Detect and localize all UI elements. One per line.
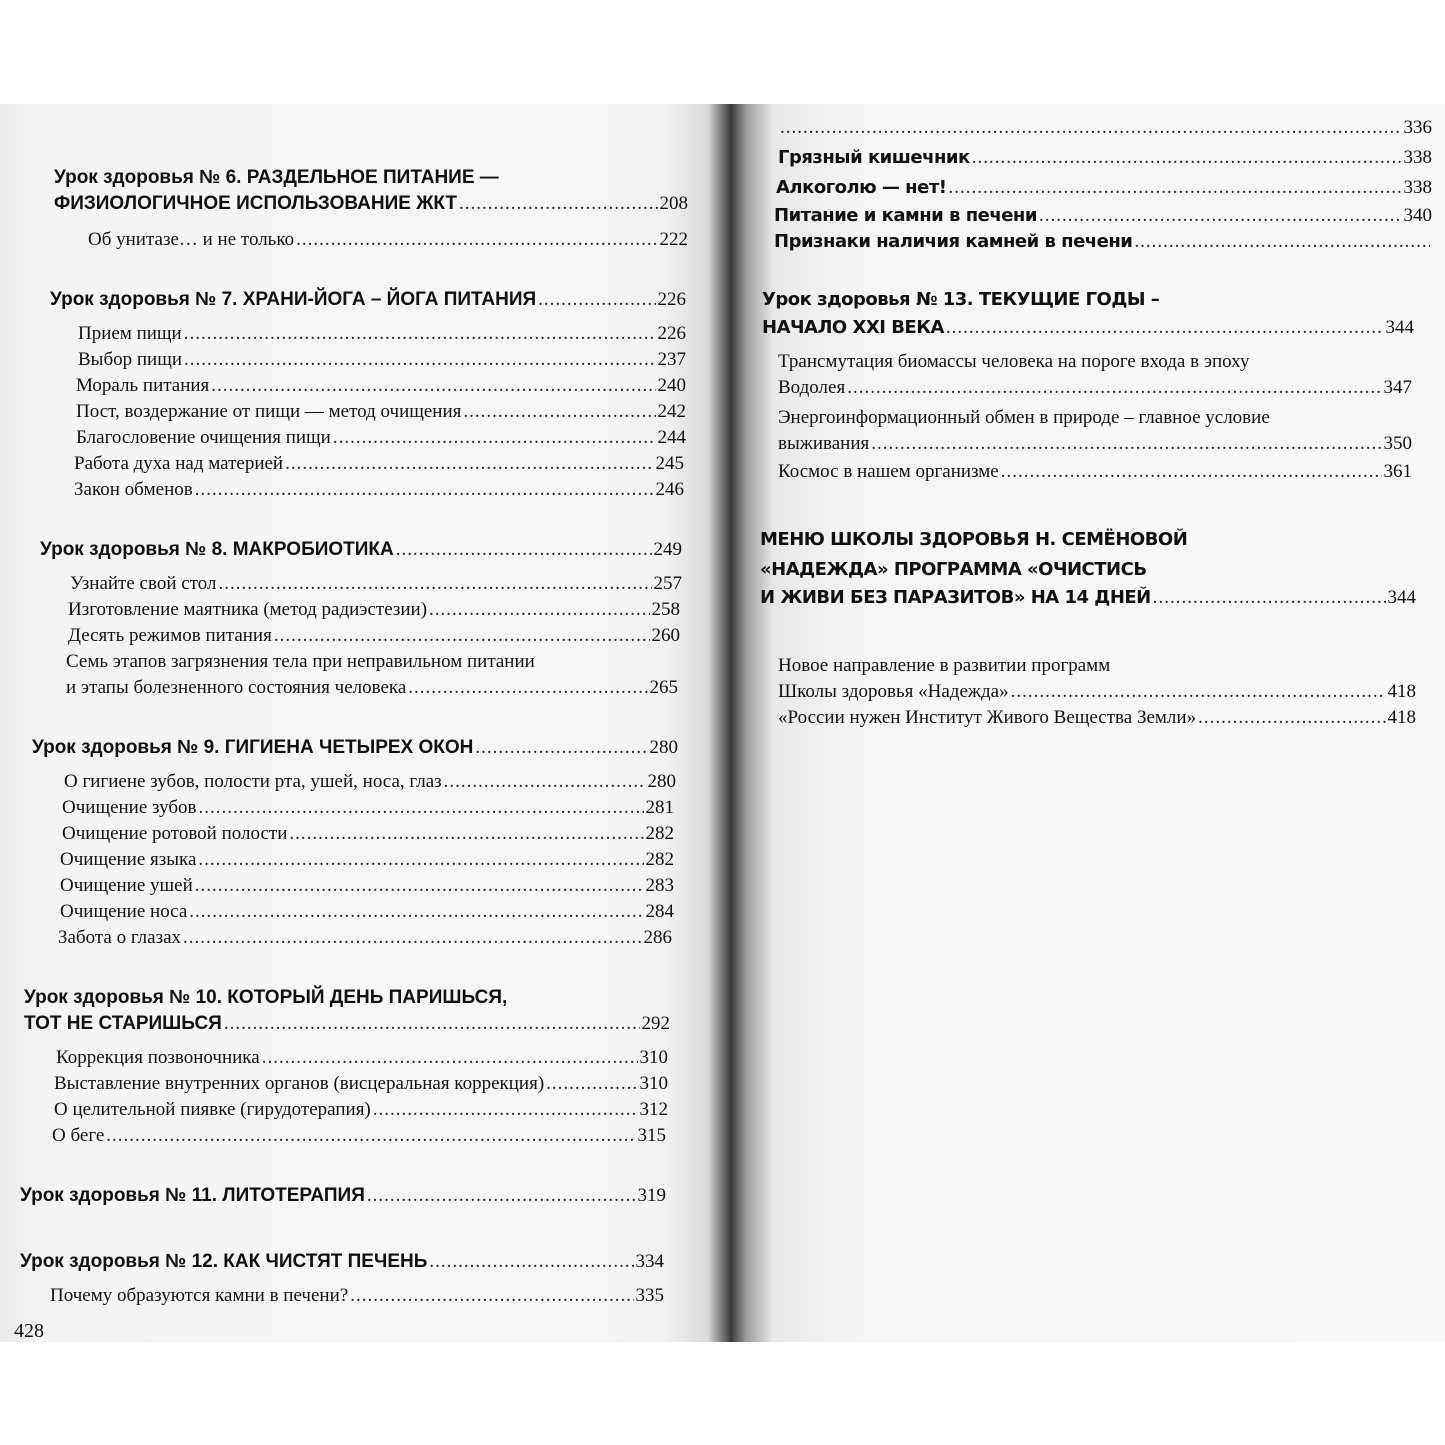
lesson-6-title-line2: ФИЗИОЛОГИЧНОЕ ИСПОЛЬЗОВАНИЕ ЖКТ ..... 208 [54, 192, 688, 216]
lesson-6-title-line1: Урок здоровья № 6. РАЗДЕЛЬНОЕ ПИТАНИЕ — [54, 167, 499, 188]
toc-item-line1: Трансмутация биомассы человека на пороге входа в эпоху [778, 351, 1250, 372]
toc-item-line1: Энергоинформационный обмен в природе – главное условие [778, 407, 1270, 428]
lesson-10-title-line2: ТОТ НЕ СТАРИШЬСЯ ..... 292 [24, 1012, 670, 1036]
toc-item: Прием пищи ..... 226 [78, 322, 686, 346]
toc-item: Грязный кишечник ..... 338 [778, 146, 1432, 170]
toc-item: ..... 336 [778, 116, 1432, 140]
menu-title-line1: МЕНЮ ШКОЛЫ ЗДОРОВЬЯ Н. СЕМЁНОВОЙ [760, 529, 1188, 550]
toc-item: Об унитазе… и не только ..... 222 [88, 228, 688, 252]
lesson-10-title-line1: Урок здоровья № 10. КОТОРЫЙ ДЕНЬ ПАРИШЬСЯ, [24, 987, 508, 1008]
toc-item: Работа духа над материей ..... 245 [74, 452, 684, 476]
toc-item: «России нужен Институт Живого Вещества Земли» ..... 418 [778, 706, 1416, 730]
toc-item: О целительной пиявке (гирудотерапия) ..... 312 [54, 1098, 668, 1122]
toc-item-line1: Семь этапов загрязнения тела при неправильном питании [66, 651, 535, 672]
lesson-13-title-line2: НАЧАЛО XXI ВЕКА ..... 344 [762, 316, 1414, 340]
lesson-9-title: Урок здоровья № 9. ГИГИЕНА ЧЕТЫРЕХ ОКОН ..... 280 [32, 736, 678, 760]
toc-item: и этапы болезненного состояния человека ..... 265 [66, 676, 678, 700]
toc-item: Питание и камни в печени ..... 340 [774, 204, 1432, 228]
toc-item: Забота о глазах ..... 286 [58, 926, 672, 950]
toc-item: Узнайте свой стол ..... 257 [70, 572, 682, 596]
toc-item: Выставление внутренних органов (висцеральная коррекция) ..... 310 [54, 1072, 668, 1096]
toc-item: Очищение носа ..... 284 [60, 900, 674, 924]
lesson-8-title: Урок здоровья № 8. МАКРОБИОТИКА ..... 249 [40, 538, 682, 562]
toc-item: Пост, воздержание от пищи — метод очищения ..... 242 [76, 400, 686, 424]
left-page [0, 104, 700, 1342]
toc-item: Почему образуются камни в печени? ..... 335 [50, 1284, 664, 1308]
menu-title-line2: «НАДЕЖДА» ПРОГРАММА «ОЧИСТИСЬ [760, 559, 1147, 580]
toc-item: О беге ..... 315 [52, 1124, 666, 1148]
toc-item: Мораль питания ..... 240 [76, 374, 686, 398]
toc-item: Коррекция позвоночника ..... 310 [56, 1046, 668, 1070]
book-spread [0, 104, 1445, 1342]
toc-item: выживания ..... 350 [778, 432, 1412, 456]
toc-item: Очищение ротовой полости ..... 282 [62, 822, 674, 846]
page-number: 428 [14, 1320, 44, 1342]
toc-item: Закон обменов ..... 246 [74, 478, 684, 502]
menu-title-line3: И ЖИВИ БЕЗ ПАРАЗИТОВ» НА 14 ДНЕЙ ..... 344 [760, 586, 1416, 610]
lesson-11-title: Урок здоровья № 11. ЛИТОТЕРАПИЯ ..... 319 [20, 1184, 666, 1208]
toc-item: Признаки наличия камней в печени ..... [774, 230, 1432, 254]
toc-item: Космос в нашем организме ..... 361 [778, 460, 1412, 484]
toc-item: Очищение ушей ..... 283 [60, 874, 674, 898]
toc-item: Очищение зубов ..... 281 [62, 796, 674, 820]
lesson-12-title: Урок здоровья № 12. КАК ЧИСТЯТ ПЕЧЕНЬ ..... 334 [20, 1250, 664, 1274]
toc-item: Алкоголю — нет! ..... 338 [776, 176, 1432, 200]
toc-item: О гигиене зубов, полости рта, ушей, носа, глаз ..... 280 [64, 770, 676, 794]
right-page [760, 104, 1445, 1342]
toc-item: Очищение языка ..... 282 [60, 848, 674, 872]
toc-item: Благословение очищения пищи ..... 244 [76, 426, 686, 450]
lesson-7-title: Урок здоровья № 7. ХРАНИ-ЙОГА – ЙОГА ПИТАНИЯ ..... 226 [50, 288, 686, 312]
toc-item: Выбор пищи ..... 237 [78, 348, 686, 372]
toc-item: Школы здоровья «Надежда» ..... 418 [778, 680, 1416, 704]
toc-item: Водолея ..... 347 [778, 376, 1412, 400]
extra-line1: Новое направление в развитии программ [778, 655, 1111, 676]
toc-item: Десять режимов питания ..... 260 [68, 624, 680, 648]
toc-item: Изготовление маятника (метод радиэстезии) ..... 258 [68, 598, 680, 622]
lesson-13-title-line1: Урок здоровья № 13. ТЕКУЩИЕ ГОДЫ – [762, 289, 1160, 310]
